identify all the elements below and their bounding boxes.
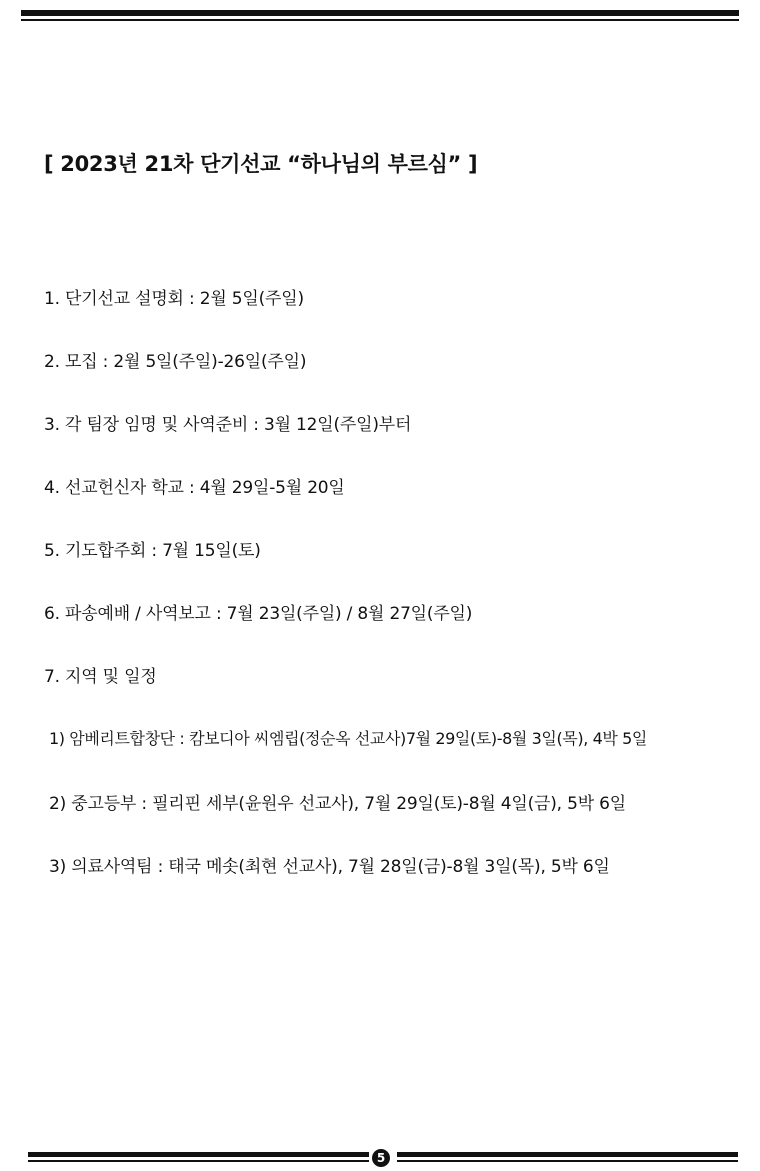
list-item-2: 2. 모집 : 2월 5일(주일)-26일(주일) bbox=[44, 352, 307, 372]
top-border-thin bbox=[21, 19, 739, 21]
list-item-7: 7. 지역 및 일정 bbox=[44, 667, 157, 687]
page-number: 5 bbox=[372, 1149, 390, 1167]
list-item-4: 4. 선교헌신자 학교 : 4월 29일-5월 20일 bbox=[44, 478, 345, 498]
footer-rule-left-thin bbox=[28, 1160, 369, 1162]
list-item-1: 1. 단기선교 설명회 : 2월 5일(주일) bbox=[44, 289, 304, 309]
footer-rule-right-thick bbox=[397, 1152, 738, 1157]
list-item-6: 6. 파송예배 / 사역보고 : 7월 23일(주일) / 8월 27일(주일) bbox=[44, 604, 473, 624]
sub-item-1: 1) 암베리트합창단 : 캄보디아 씨엠립(정순옥 선교사)7월 29일(토)-8월 3일(목), 4박 5일 bbox=[49, 729, 647, 748]
footer-rule-right-thin bbox=[397, 1160, 738, 1162]
list-item-5: 5. 기도합주회 : 7월 15일(토) bbox=[44, 541, 261, 561]
top-border-thick bbox=[21, 10, 739, 16]
list-item-3: 3. 각 팀장 임명 및 사역준비 : 3월 12일(주일)부터 bbox=[44, 415, 412, 435]
page-title: [ 2023년 21차 단기선교 “하나님의 부르심” ] bbox=[44, 152, 478, 176]
sub-item-3: 3) 의료사역팀 : 태국 메솟(최현 선교사), 7월 28일(금)-8월 3일(목), 5박 6일 bbox=[49, 857, 610, 877]
page-footer bbox=[28, 1150, 738, 1166]
footer-rule-left-thick bbox=[28, 1152, 369, 1157]
sub-item-2: 2) 중고등부 : 필리핀 세부(윤원우 선교사), 7월 29일(토)-8월 4일(금), 5박 6일 bbox=[49, 794, 626, 814]
